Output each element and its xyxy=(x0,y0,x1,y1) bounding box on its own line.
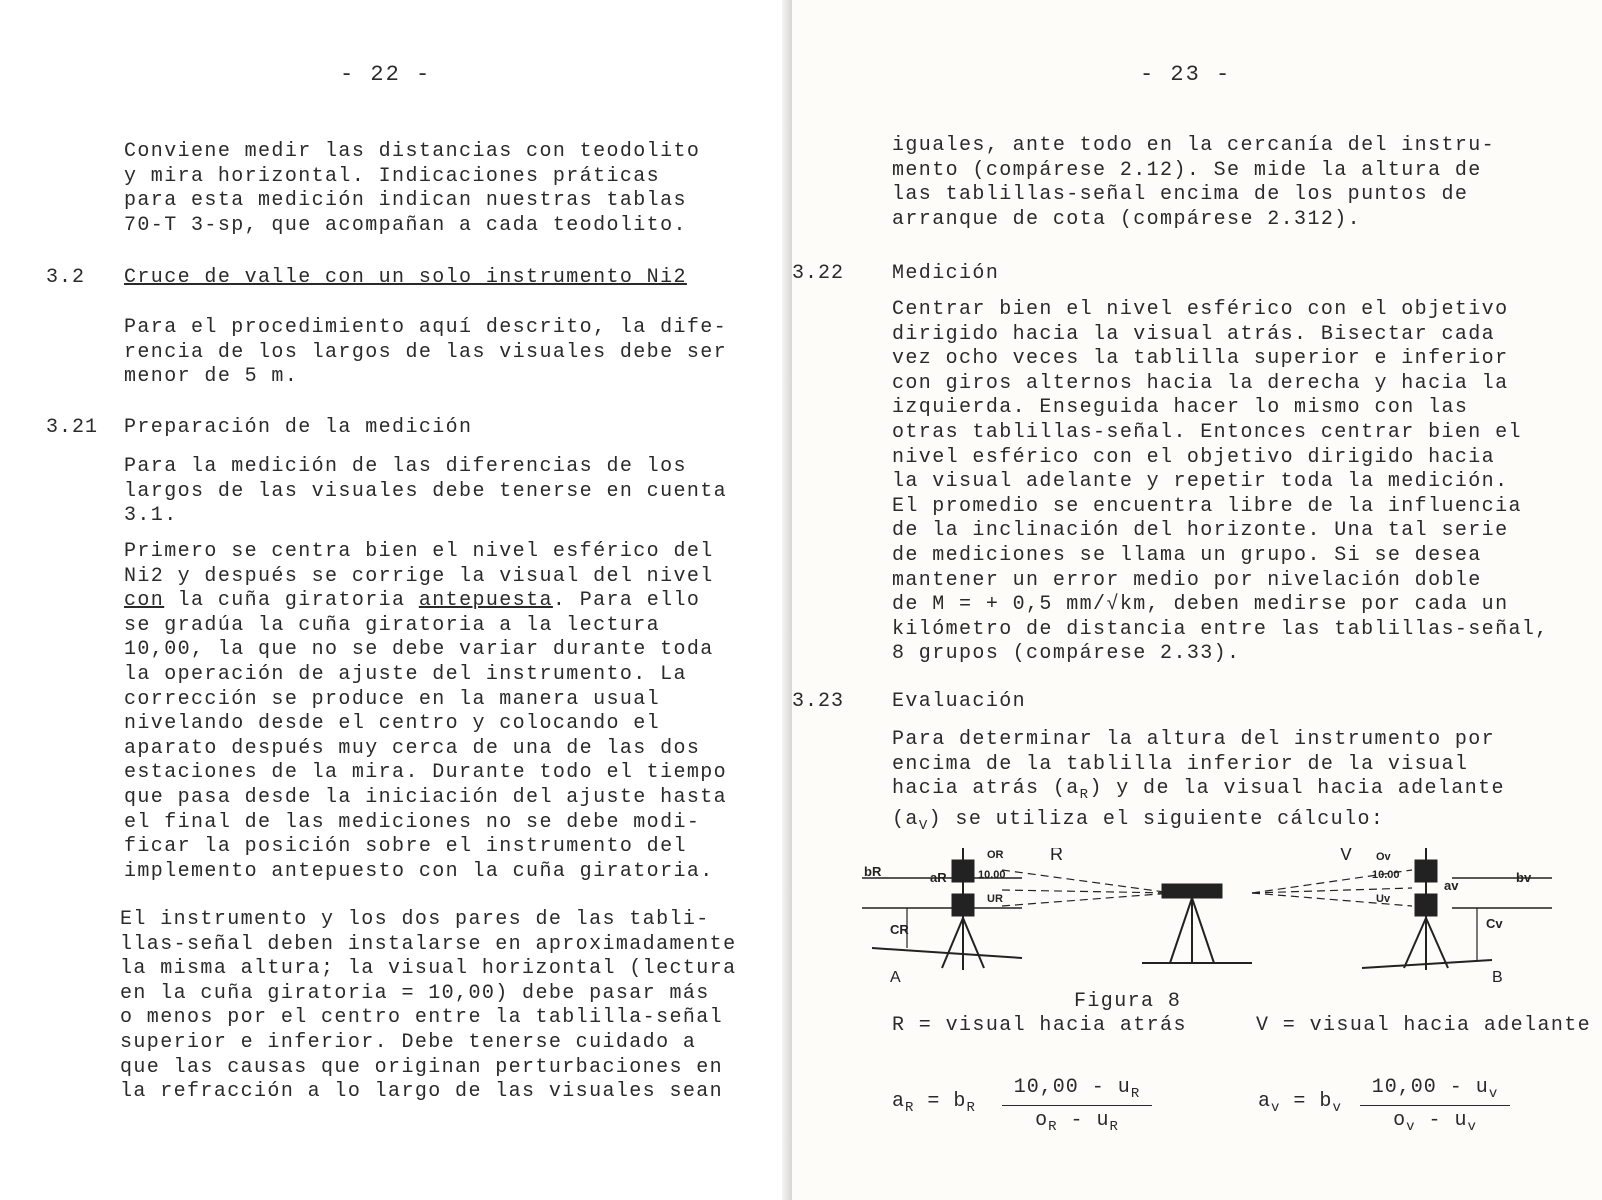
continuation-paragraph: iguales, ante todo en la cercanía del instru- mento (compárese 2.12). Se mide la altura de las tablillas-señal encima de los puntos de arranque de cota (compárese 2.312). xyxy=(892,134,1496,231)
intro-paragraph: Conviene medir las distancias con teodolito y mira horizontal. Indicaciones práticas para esta medición indican nuestras tablas 70-T 3-sp, que acompañan a cada teodolito. xyxy=(124,140,701,237)
figure-label-aR: aR xyxy=(930,870,947,885)
section-3-2-paragraph: Para el procedimiento aquí descrito, la dife- rencia de los largos de las visuales debe ser menor de 5 m. xyxy=(124,316,728,389)
section-number-3-21: 3.21 xyxy=(46,416,99,439)
right-page xyxy=(792,0,1602,1200)
figure-label-A: A xyxy=(890,969,901,986)
formula-av-denominator: $o_v - u_v$ xyxy=(1393,1109,1477,1135)
figure-label-bV: bv xyxy=(1516,870,1532,885)
figure-caption: Figura 8 xyxy=(1074,990,1182,1013)
figure-reading-left: 10.00 xyxy=(978,869,1006,881)
section-title-3-21: Preparación de la medición xyxy=(124,416,473,439)
section-title-3-2: Cruce de valle con un solo instrumento Ni2 xyxy=(124,266,687,289)
legend-V: V = visual hacia adelante xyxy=(1256,1014,1592,1037)
section-3-22-paragraph: Centrar bien el nivel esférico con el objetivo dirigido hacia la visual atrás. Bisectar cada vez ocho veces la tablilla superior e inferior con giros alternos hacia la derecha y hacia la izquierda. Enseguida hacer lo mismo con las otras tablillas-señal. Entonces centrar bien el nivel esférico con el objetivo dirigido hacia la visual adelante y repetir toda la medición. El promedio se encuentra libre de la influencia de la inclinación del horizonte. Una tal serie de mediciones se llama un grupo. Si se desea mantener un error medio por nivelación doble de M = + 0,5 mm/√km, deben medirse por cada un kilómetro de distancia entre las tablillas-señal, 8 grupos (compárese 2.33). xyxy=(892,298,1549,666)
procedure-paragraph: Primero se centra bien el nivel esférico del Ni2 y después se corrige la visual del nivel con la cuña giratoria antepuesta. Para ello se gradúa la cuña giratoria a la lectura 10,00, la que no se debe variar durante toda la operación de ajuste del instrumento. La corrección se produce en la manera usual nivelando desde el centro y colocando el aparato después muy cerca de una de las dos estaciones de la mira. Durante todo el tiempo que pasa desde la iniciación del ajuste hasta el final de las mediciones no se debe modi- ficar la posición sobre el instrumento del implemento antepuesto con la cuña giratoria. xyxy=(124,540,728,883)
figure-label-V: V xyxy=(1340,848,1353,864)
section-number-3-23: 3.23 xyxy=(792,690,845,713)
figure-label-B: B xyxy=(1492,969,1503,986)
formula-aR-numerator: $10,00 - u_R$ xyxy=(1002,1076,1152,1106)
section-title-3-23: Evaluación xyxy=(892,690,1027,713)
page-number-right: - 23 - xyxy=(1140,62,1232,87)
section-number-3-22: 3.22 xyxy=(792,262,845,285)
figure-label-uV: Uv xyxy=(1376,893,1391,905)
section-title-3-22: Medición xyxy=(892,262,1000,285)
formula-av-numerator: $10,00 - u_v$ xyxy=(1360,1076,1510,1106)
installation-paragraph: El instrumento y los dos pares de las tabli- llas-señal deben instalarse en aproximadamente la misma altura; la visual horizontal (lectura en la cuña giratoria = 10,00) debe pasar más o menos por el centro entre la tablilla-señal superior e inferior. Debe tenerse cuidado a que las causas que originan perturbaciones en la refracción a lo largo de las visuales sean xyxy=(120,908,737,1104)
figure-label-bR: bR xyxy=(864,864,882,879)
formula-av-fraction xyxy=(1360,1076,1510,1135)
figure-label-aV: av xyxy=(1444,878,1459,893)
figure-label-uR: UR xyxy=(987,893,1003,905)
section-number-3-2: 3.2 xyxy=(46,266,86,289)
left-page xyxy=(0,0,792,1200)
formula-aR-denominator: $o_R - u_R$ xyxy=(1035,1109,1119,1135)
figure-reading-right: 10.00 xyxy=(1372,869,1400,881)
figure-8-diagram xyxy=(852,848,1562,1008)
figure-label-cR: CR xyxy=(890,922,909,937)
formula-aR-lhs: $a_R = b_R$ xyxy=(892,1090,976,1116)
figure-label-oR: OR xyxy=(987,849,1004,861)
formula-aR-fraction xyxy=(1002,1076,1152,1135)
evaluation-paragraph: Para determinar la altura del instrumento por encima de la tablilla inferior de la visual hacia atrás $(a_R)$ y de la visual hacia adelante $(a_V)$ se utiliza el siguiente cálculo: xyxy=(892,728,1505,834)
legend-R: R = visual hacia atrás xyxy=(892,1014,1187,1037)
page-number-left: - 22 - xyxy=(340,62,432,87)
figure-label-R: R xyxy=(1050,848,1063,864)
section-3-21-paragraph: Para la medición de las diferencias de los largos de las visuales debe tenerse en cuenta 3.1. xyxy=(124,455,728,528)
figure-label-oV: Ov xyxy=(1376,851,1391,863)
figure-label-cV: Cv xyxy=(1486,916,1503,931)
formula-av-lhs: $a_v = b_v$ xyxy=(1258,1090,1342,1116)
